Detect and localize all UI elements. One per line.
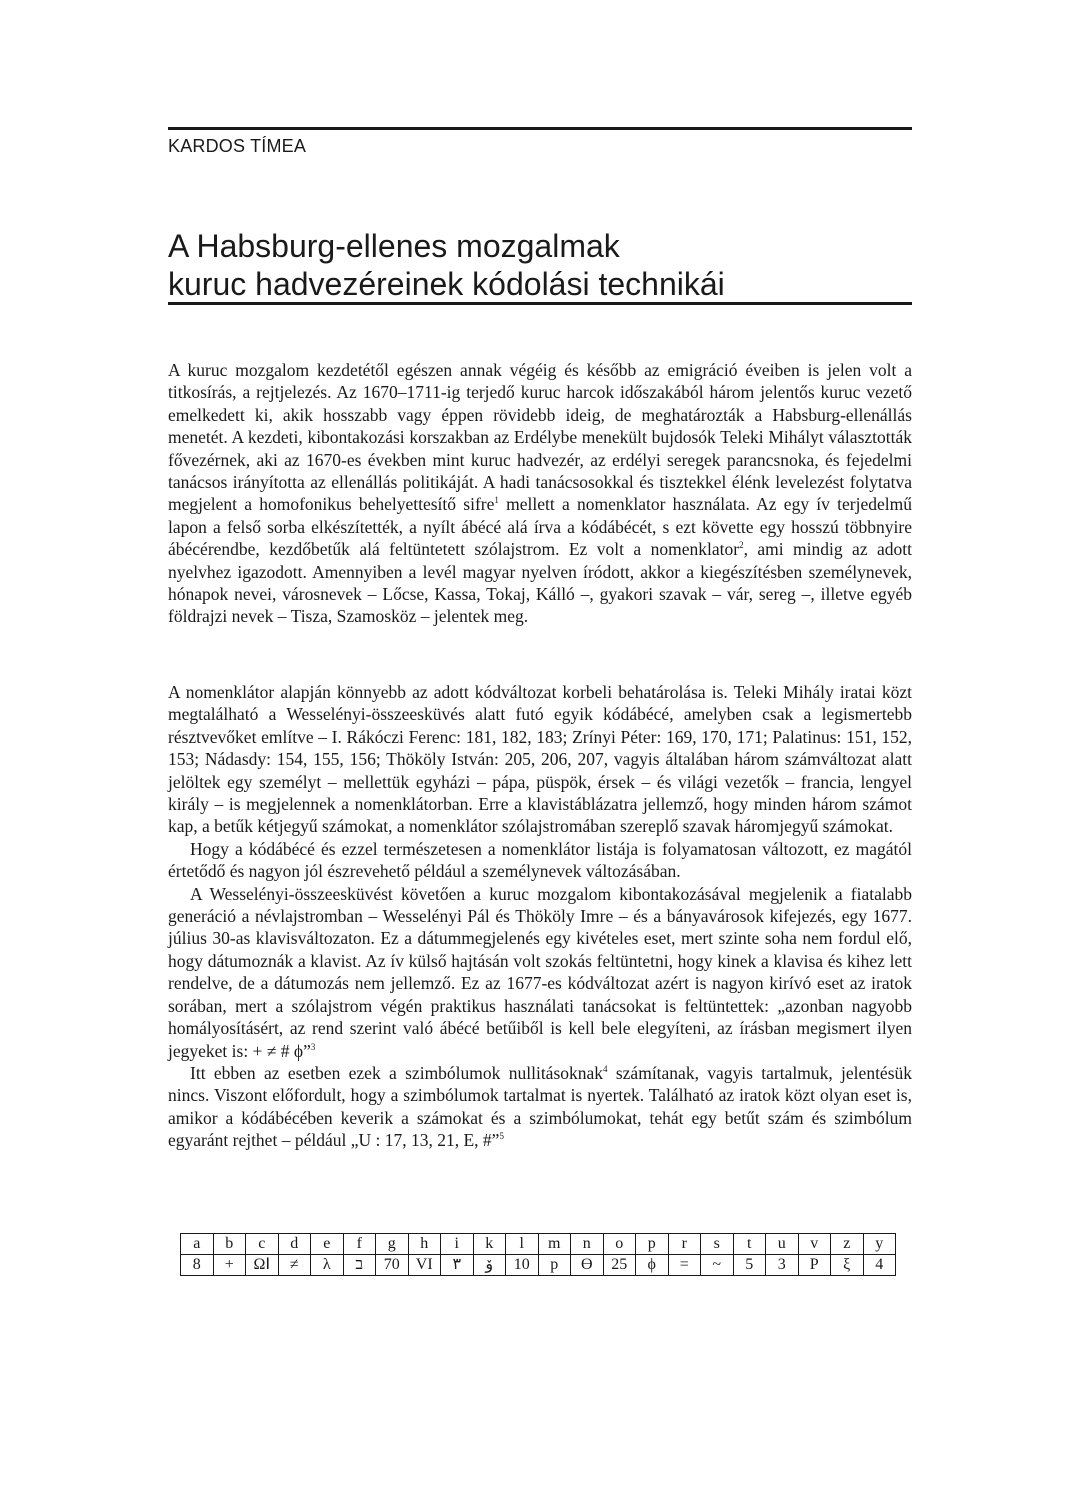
footnote-ref-2[interactable]: 2 — [739, 540, 744, 551]
paragraph-1-text-b: mellett a nomenklator használata. Az egy ív terjedelmű lapon a felső sorba elkészítették, a nyílt ábécé alá írva a kódábécét, s ezt követte egy hosszú többnyire ábécérendbe, kezdőbetűk alá feltüntetett szólajstrom. Ez volt a nomenklator — [168, 494, 912, 560]
plain-letter-cell: l — [506, 1234, 539, 1255]
paragraph-3: Hogy a kódábécé és ezzel természetesen a nomenklátor listája is folyamatosan változott, ez magától értetődő és nagyon jól észrevehető például a személynevek változásában. — [168, 838, 912, 882]
footnote-ref-3[interactable]: 3 — [310, 1041, 316, 1052]
paragraph-4-text: A Wesselényi-összeesküvést követően a kuruc mozgalom kibontakozásával megjelenik a fiatalabb generáció a névlajstromban – Wesselényi Pál és Thököly Imre – és a bányavárosok kifejezés, egy 1677. július 30-as klavisváltozaton. Ez a dátummegjelenés egy kivételes eset, mert szinte soha nem fordul elő, hogy dátumoznák a klavist. Az ív külső hajtásán volt szokás feltüntetni, hogy kinek a klavisa és kihez lett rendelve, de a dátumozás nem jellemző. Ez az 1677-es kódváltozat azért is nagyon kirívó eset az iratok sorában, mert a szólajstrom végén praktikus használati tanácsokat is feltüntettek: „azonban nagyobb homályosításért, az rend szerint való ábécé betűiből is kell bele elegyíteni, az írásban megismert ilyen jegyeket is: + ≠ # ϕ” — [168, 883, 912, 1061]
paragraph-1-text-a: A kuruc mozgalom kezdetétől egészen annak végéig és később az emigráció éveiben is jelen volt a titkosírás, a rejtjelezés. Az 1670–1711-ig terjedő kuruc harcok időszakából három jelentős kuruc vezető emelkedett ki, akik hosszabb vagy éppen rövidebb ideig, de meghatározták a Habsburg-ellenállás menetét. A kezdeti, kibontakozási korszakban az Erdélybe menekült bujdosók Teleki Mihályt választották fővezérnek, aki az 1670-es években mint kuruc hadvezér, az erdélyi seregek parancsnoka, és fejedelmi tanácsos irányította az ellenállás politikáját. A hadi tanácsosokkal és tisztekkel élénk levelezést folytatva megjelent a homofonikus behelyettesítő sifre — [168, 360, 912, 515]
code-symbol-cell: p — [538, 1255, 571, 1276]
plain-letter-cell: a — [181, 1234, 214, 1255]
plain-letter-cell: s — [701, 1234, 734, 1255]
plain-alphabet-row — [181, 1234, 896, 1255]
footnote-ref-1[interactable]: 1 — [494, 495, 499, 506]
code-symbol-cell: VI — [408, 1255, 441, 1276]
code-symbol-cell: 5 — [733, 1255, 766, 1276]
plain-letter-cell: i — [441, 1234, 474, 1255]
code-symbol-cell: ≠ — [278, 1255, 311, 1276]
code-symbol-cell: ב — [343, 1255, 376, 1276]
code-symbol-cell: 3 — [766, 1255, 799, 1276]
plain-letter-cell: h — [408, 1234, 441, 1255]
plain-letter-cell: t — [733, 1234, 766, 1255]
plain-letter-cell: o — [603, 1234, 636, 1255]
body-block-2 — [168, 681, 912, 1152]
footnote-ref-5[interactable]: 5 — [499, 1131, 504, 1142]
code-symbol-cell: 8 — [181, 1255, 214, 1276]
paragraph-2: A nomenklátor alapján könnyebb az adott kódváltozat korbeli behatárolása is. Teleki Mihály iratai közt megtalálható a Wesselényi-összeesküvés alatt futó egyik kódábécé, amelyben csak a legismertebb résztvevőket említve – I. Rákóczi Ferenc: 181, 182, 183; Zrínyi Péter: 169, 170, 171; Palatinus: 151, 152, 153; Nádasdy: 154, 155, 156; Thököly István: 205, 206, 207, vagyis általában három számváltozat alatt jelöltek egy személyt – mellettük egyházi – pápa, püspök, érsek – és világi vezetők – francia, lengyel király – is megjelennek a nomenklátorban. Erre a klavistáblázatra jellemző, hogy minden három számot kap, a betűk kétjegyű számokat, a nomenklátor szólajstromában szereplő szavak háromjegyű számokat. — [168, 682, 912, 837]
plain-letter-cell: p — [636, 1234, 669, 1255]
plain-letter-cell: y — [863, 1234, 896, 1255]
code-symbol-cell: = — [668, 1255, 701, 1276]
title-rule — [168, 302, 912, 305]
cipher-table — [180, 1233, 896, 1276]
paragraph-4 — [168, 883, 912, 1062]
paragraph-1-text-c: , ami mindig az adott nyelvhez igazodott. Amennyiben a levél magyar nyelven íródott, akkor a kiegészítésben személynevek, hónapok nevei, városnevek – Lőcse, Kassa, Tokaj, Kálló –, gyakori szavak – vár, sereg –, illetve egyéb földrajzi nevek – Tisza, Szamosköz – jelentek meg. — [168, 539, 913, 627]
plain-letter-cell: e — [311, 1234, 344, 1255]
code-symbol-cell: 4 — [863, 1255, 896, 1276]
code-symbol-cell: ~ — [701, 1255, 734, 1276]
paragraph-5-text-b: számítanak, vagyis tartalmuk, jelentésük nincs. Viszont előfordult, hogy a szimbólumok tartalmat is nyertek. Található az iratok közt olyan eset is, amikor a kódábécében keverik a számokat és a szimbólumokat, tehát egy betűt szám és szimbólum egyaránt rejthet – például „U : 17, 13, 21, E, #” — [168, 1062, 913, 1151]
plain-letter-cell: f — [343, 1234, 376, 1255]
plain-letter-cell: r — [668, 1234, 701, 1255]
plain-letter-cell: m — [538, 1234, 571, 1255]
code-symbol-cell: 25 — [603, 1255, 636, 1276]
paragraph-1 — [168, 359, 912, 628]
code-symbol-cell: ٣ — [441, 1255, 474, 1276]
article-title — [168, 227, 912, 303]
code-alphabet-row — [181, 1255, 896, 1276]
plain-letter-cell: n — [571, 1234, 604, 1255]
header-rule — [168, 127, 912, 130]
paragraph-5 — [168, 1062, 912, 1152]
code-symbol-cell: + — [213, 1255, 246, 1276]
code-symbol-cell: ϕ — [636, 1255, 669, 1276]
title-line-2: kuruc hadvezéreinek kódolási technikái — [168, 266, 725, 302]
author-name: KARDOS TÍMEA — [168, 136, 307, 156]
plain-letter-cell: c — [246, 1234, 279, 1255]
footnote-ref-4[interactable]: 4 — [603, 1063, 608, 1074]
plain-letter-cell: b — [213, 1234, 246, 1255]
code-symbol-cell: ۆ — [473, 1255, 506, 1276]
code-symbol-cell: ϴ — [571, 1255, 604, 1276]
plain-letter-cell: z — [831, 1234, 864, 1255]
plain-letter-cell: d — [278, 1234, 311, 1255]
plain-letter-cell: k — [473, 1234, 506, 1255]
code-symbol-cell: ξ — [831, 1255, 864, 1276]
plain-letter-cell: u — [766, 1234, 799, 1255]
title-line-1: A Habsburg-ellenes mozgalmak — [168, 228, 620, 264]
code-symbol-cell: 10 — [506, 1255, 539, 1276]
plain-letter-cell: g — [376, 1234, 409, 1255]
plain-letter-cell: v — [798, 1234, 831, 1255]
code-symbol-cell: P — [798, 1255, 831, 1276]
body-block-1 — [168, 359, 912, 628]
code-symbol-cell: 70 — [376, 1255, 409, 1276]
paragraph-5-text-a: Itt ebben az esetben ezek a szimbólumok nullitásoknak — [190, 1062, 604, 1083]
code-symbol-cell: λ — [311, 1255, 344, 1276]
code-symbol-cell: ΩⅠ — [246, 1255, 279, 1276]
